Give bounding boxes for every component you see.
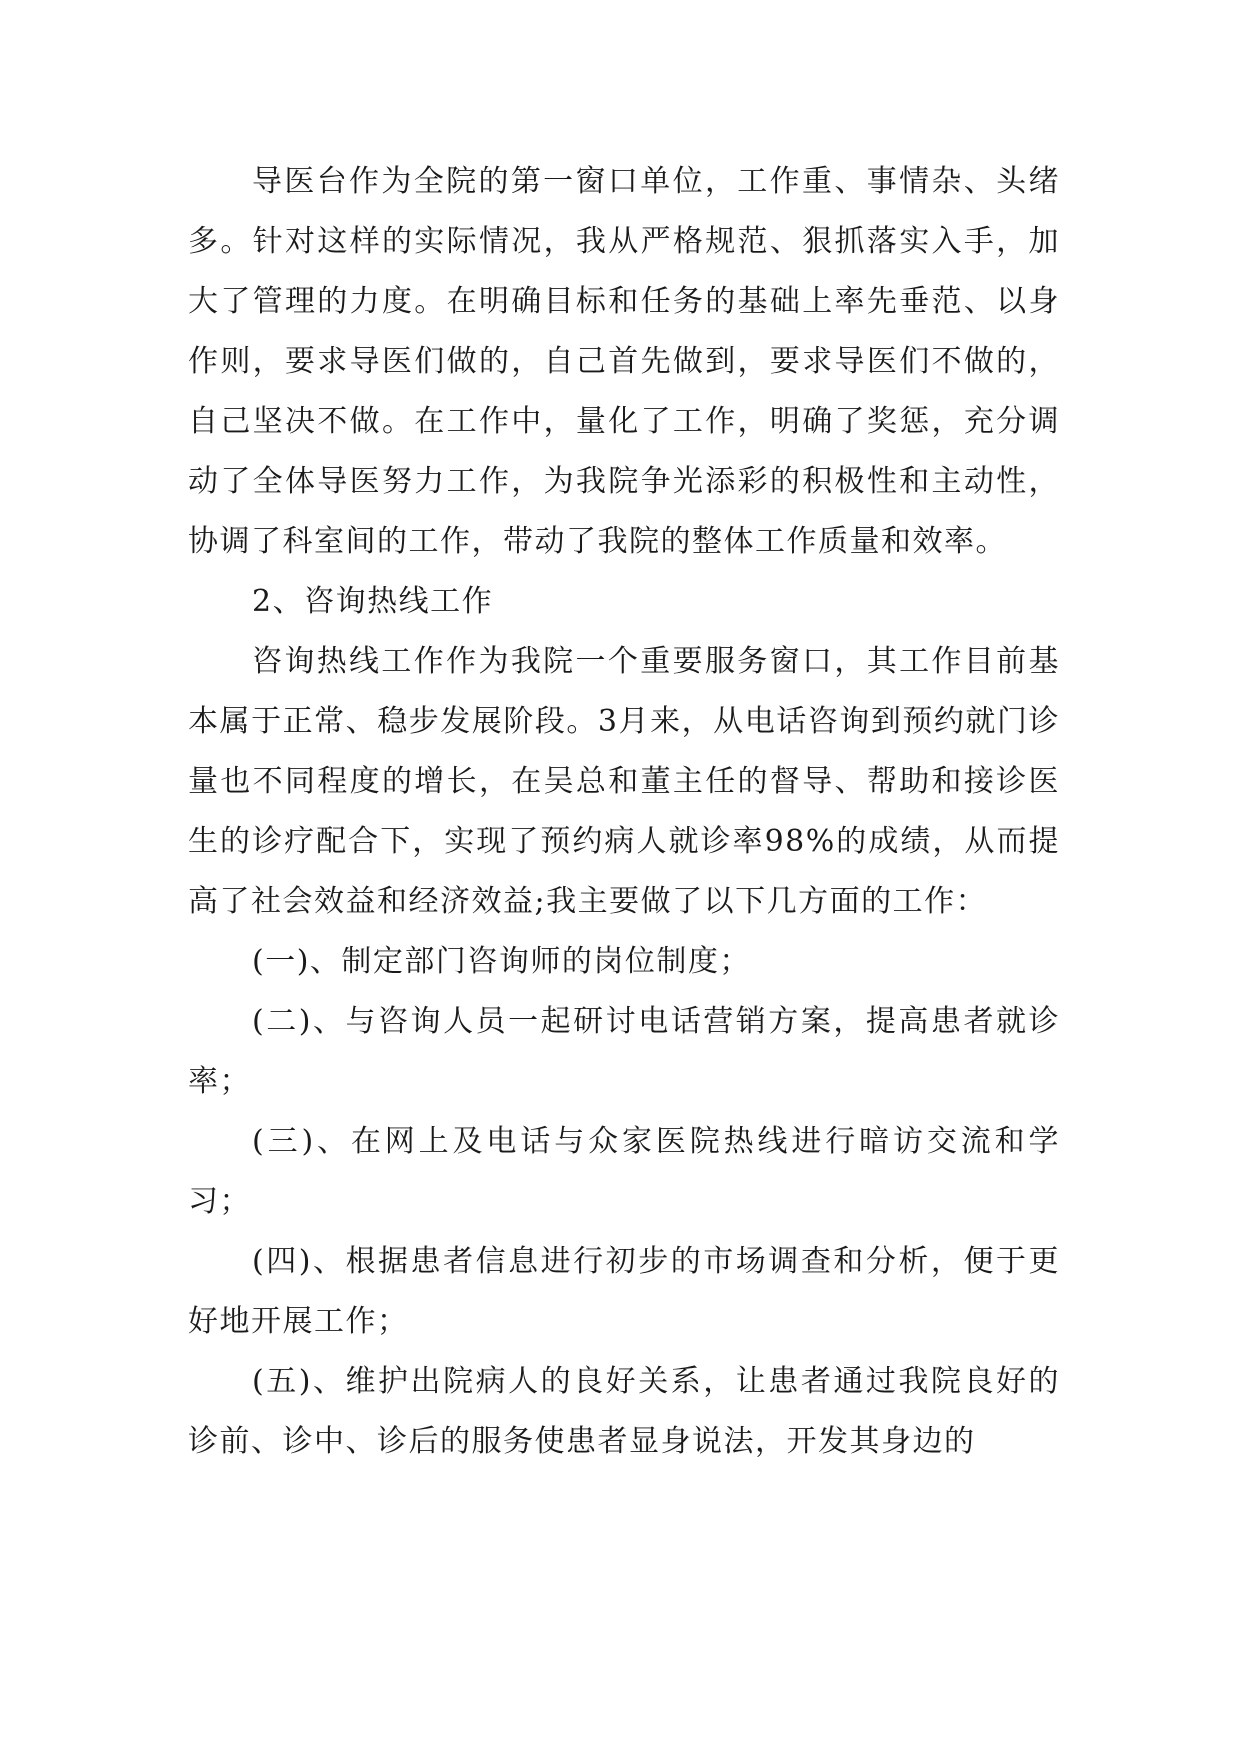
list-item-5: (五)、维护出院病人的良好关系，让患者通过我院良好的诊前、诊中、诊后的服务使患者显身说法，开发其身边的 xyxy=(188,1364,1060,1459)
list-item-1: (一)、制定部门咨询师的岗位制度； xyxy=(252,944,751,979)
section-heading-hotline: 2、咨询热线工作 xyxy=(252,584,494,619)
list-item-3: (三)、在网上及电话与众家医院热线进行暗访交流和学习； xyxy=(188,1124,1060,1219)
paragraph-hotline-summary: 咨询热线工作作为我院一个重要服务窗口，其工作目前基本属于正常、稳步发展阶段。3月来，从电话咨询到预约就门诊量也不同程度的增长，在吴总和董主任的督导、帮助和接诊医生的诊疗配合下，实现了预约病人就诊率98%的成绩，从而提高了社会效益和经济效益;我主要做了以下几方面的工作： xyxy=(188,644,1060,919)
paragraph-guide-desk: 导医台作为全院的第一窗口单位，工作重、事情杂、头绪多。针对这样的实际情况，我从严格规范、狠抓落实入手，加大了管理的力度。在明确目标和任务的基础上率先垂范、以身作则，要求导医们做的，自己首先做到，要求导医们不做的，自己坚决不做。在工作中，量化了工作，明确了奖惩，充分调动了全体导医努力工作，为我院争光添彩的积极性和主动性，协调了科室间的工作，带动了我院的整体工作质量和效率。 xyxy=(188,164,1060,559)
document-body xyxy=(188,152,1060,1472)
list-item-2: (二)、与咨询人员一起研讨电话营销方案，提高患者就诊率； xyxy=(188,1004,1060,1099)
list-item-4: (四)、根据患者信息进行初步的市场调查和分析，便于更好地开展工作； xyxy=(188,1244,1060,1339)
